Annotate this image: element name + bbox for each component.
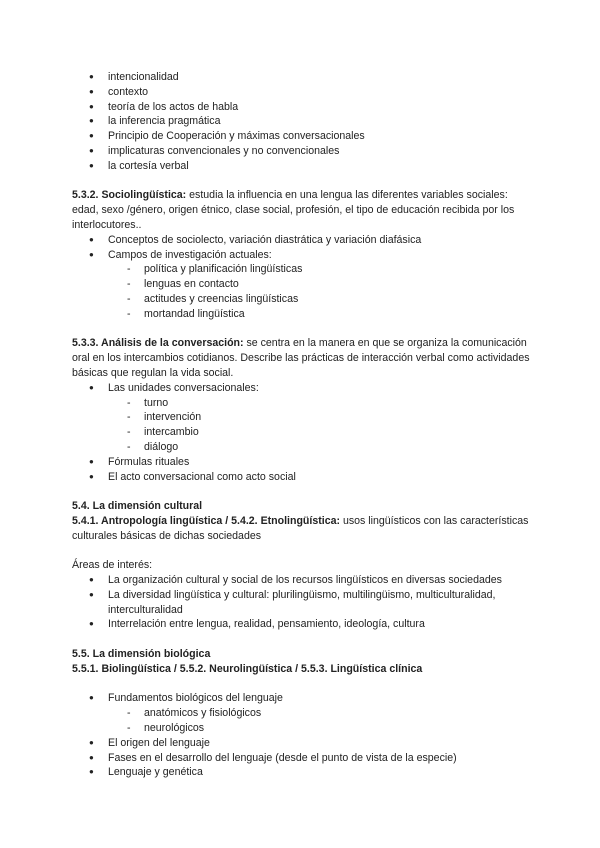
list-item: ● Interrelación entre lengua, realidad, pensamiento, ideología, cultura: [72, 617, 532, 632]
list-item: ● teoría de los actos de habla: [72, 100, 532, 115]
list-item: ● contexto: [72, 85, 532, 100]
section-text: usos lingüísticos con las características culturales básicas de dichas sociedades: [72, 514, 529, 542]
sub-list-item: - diálogo: [72, 440, 532, 455]
document-body: [72, 70, 532, 780]
sub-list-item: - política y planificación lingüísticas: [72, 262, 532, 277]
list-item: ● La organización cultural y social de los recursos lingüísticos en diversas sociedades: [72, 573, 532, 588]
list-item: ● El acto conversacional como acto social: [72, 470, 532, 485]
sub-list-item: - intercambio: [72, 425, 532, 440]
list-item: ● Conceptos de sociolecto, variación diastrática y variación diafásica: [72, 233, 532, 248]
cultural-heading: [72, 499, 532, 514]
section-subheading: 5.4.1. Antropología lingüística / 5.4.2. Etnolingüística:: [72, 514, 341, 527]
list-item: ● Campos de investigación actuales:: [72, 248, 532, 263]
list-item: ● La diversidad lingüística y cultural: plurilingüismo, multilingüismo, multiculturalidad, interculturalidad: [72, 588, 532, 618]
list-item: ● Fórmulas rituales: [72, 455, 532, 470]
section-subheading: 5.5.1. Biolingüística / 5.5.2. Neurolingüística / 5.5.3. Lingüística clínica: [72, 662, 423, 675]
section-text: se centra en la manera en que se organiza la comunicación oral en los intercambios cotidianos. Describe las prácticas de interacción verbal como actividades básicas que regulan la vida social.: [72, 337, 530, 379]
list-item: ● implicaturas convencionales y no convencionales: [72, 144, 532, 159]
section-heading: 5.3.3. Análisis de la conversación:: [72, 337, 244, 350]
conversacion-paragraph: [72, 336, 532, 380]
sub-list-item: - anatómicos y fisiológicos: [72, 706, 532, 721]
section-heading: 5.5. La dimensión biológica: [72, 648, 211, 661]
list-item: ● Las unidades conversacionales:: [72, 381, 532, 396]
cultural-paragraph: [72, 514, 532, 544]
list-item: ● intencionalidad: [72, 70, 532, 85]
section-heading: 5.4. La dimensión cultural: [72, 500, 203, 513]
list-item: ● Fases en el desarrollo del lenguaje (desde el punto de vista de la especie): [72, 751, 532, 766]
sub-list-item: - neurológicos: [72, 721, 532, 736]
list-item: ● Principio de Cooperación y máximas conversacionales: [72, 129, 532, 144]
biologica-heading: [72, 647, 532, 662]
sub-list-item: - actitudes y creencias lingüísticas: [72, 292, 532, 307]
sub-list-item: - lenguas en contacto: [72, 277, 532, 292]
sub-list-item: - mortandad lingüística: [72, 307, 532, 322]
biologica-subheading: [72, 662, 532, 677]
list-item: ● El origen del lenguaje: [72, 736, 532, 751]
sub-list-item: - intervención: [72, 410, 532, 425]
section-text: estudia la influencia en una lengua las diferentes variables sociales: edad, sexo /género, origen étnico, clase social, profesión, el tipo de educación recibida por los interlocutores..: [72, 189, 515, 231]
sub-list-item: - turno: [72, 396, 532, 411]
list-item: ● la cortesía verbal: [72, 159, 532, 174]
areas-label: Áreas de interés:: [72, 559, 153, 572]
list-item: ● la inferencia pragmática: [72, 114, 532, 129]
section-heading: 5.3.2. Sociolingüística:: [72, 189, 187, 202]
list-item: ● Fundamentos biológicos del lenguaje: [72, 691, 532, 706]
pragmatica-list: [72, 70, 532, 174]
list-item: ● Lenguaje y genética: [72, 765, 532, 780]
sociolinguistica-paragraph: [72, 188, 532, 232]
